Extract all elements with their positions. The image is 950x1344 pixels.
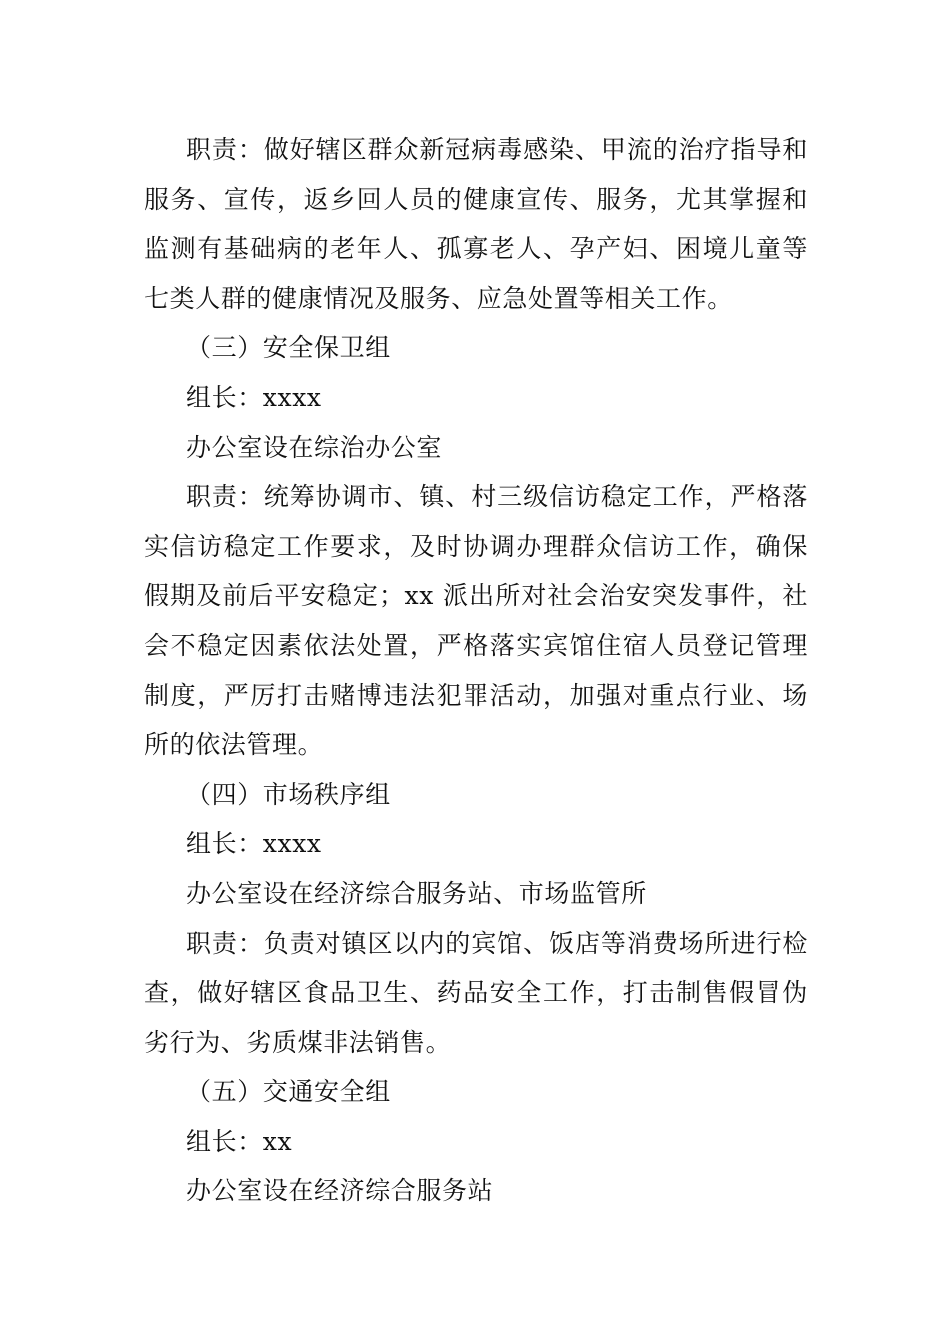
section-title-security: （三）安全保卫组 xyxy=(186,333,391,363)
section-title-market: （四）市场秩序组 xyxy=(186,779,391,809)
office-location-market: 办公室设在经济综合服务站、市场监管所 xyxy=(186,878,647,908)
section-title-traffic: （五）交通安全组 xyxy=(186,1077,391,1107)
group-leader-market: 组长：xxxx xyxy=(186,829,322,859)
group-leader-traffic: 组长：xx xyxy=(186,1126,293,1156)
paragraph-duties-security: 职责：统筹协调市、镇、村三级信访稳定工作，严格落实信访稳定工作要求，及时协调办理群众信访工作，确保假期及前后平安稳定；xx 派出所对社会治安突发事件，社会不稳定因素依法处置，严格落实宾馆住宿人员登记管理制度，严厉打击赌博违法犯罪活动，加强对重点行业、场所的依法管理。 xyxy=(144,482,808,760)
office-location-traffic: 办公室设在经济综合服务站 xyxy=(186,1176,494,1206)
office-location-security: 办公室设在综治办公室 xyxy=(186,432,443,462)
document-body xyxy=(144,125,808,1216)
paragraph-duties-market: 职责：负责对镇区以内的宾馆、饭店等消费场所进行检查，做好辖区食品卫生、药品安全工作，打击制售假冒伪劣行为、劣质煤非法销售。 xyxy=(144,928,808,1057)
paragraph-duties-health: 职责：做好辖区群众新冠病毒感染、甲流的治疗指导和服务、宣传，返乡回人员的健康宣传、服务，尤其掌握和监测有基础病的老年人、孤寡老人、孕产妇、困境儿童等七类人群的健康情况及服务、应急处置等相关工作。 xyxy=(144,135,808,313)
group-leader-security: 组长：xxxx xyxy=(186,382,322,412)
